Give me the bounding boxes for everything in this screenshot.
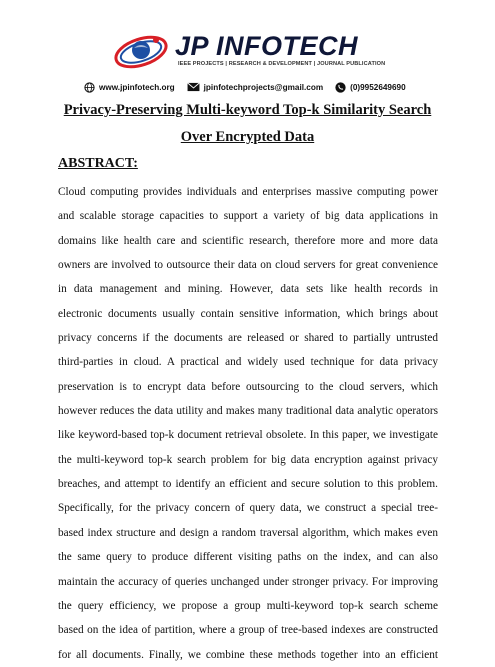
phone-icon <box>335 82 346 93</box>
abstract-line: the query efficiency, we propose a group multi-keyword top-k search scheme <box>58 599 438 612</box>
website-contact <box>84 82 175 93</box>
abstract-line: the same query to produce different visiting paths on the index, and can also <box>58 551 438 564</box>
globe-icon <box>84 82 95 93</box>
envelope-icon <box>187 82 200 92</box>
abstract-line: Cloud computing provides individuals and enterprises massive computing power <box>58 186 438 198</box>
abstract-line: like keyword-based top-k document retrieval obsolete. In this paper, we investigate <box>58 429 438 442</box>
phone-number[interactable]: (0)9952649690 <box>350 82 406 92</box>
abstract-line: and scalable storage capacities to support a variety of big data applications in <box>58 210 438 223</box>
jp-infotech-logo-icon <box>112 28 170 72</box>
abstract-body <box>58 180 438 667</box>
brand-tagline: IEEE PROJECTS | RESEARCH & DEVELOPMENT | JOURNAL PUBLICATION <box>178 61 386 67</box>
abstract-line: preservation is to encrypt data before outsourcing to the cloud servers, which <box>58 380 438 393</box>
abstract-line: maintain the accuracy of queries unchanged under stronger privacy. For improving <box>58 575 438 588</box>
abstract-line: in data management and mining. However, data sets like health records in <box>58 283 438 296</box>
abstract-line: privacy concerns if the documents are released or shared to partially untrusted <box>58 332 438 345</box>
abstract-line: for all documents. Finally, we combine these methods together into an efficient <box>58 648 438 661</box>
brand-name: JP INFOTECH <box>175 31 359 61</box>
abstract-line: domains like health care and scientific research, therefore more and more data <box>58 234 438 247</box>
contact-row <box>84 80 406 94</box>
abstract-line: owners are involved to outsource their data on cloud servers for great convenience <box>58 259 438 272</box>
website-link[interactable]: www.jpinfotech.org <box>99 82 175 92</box>
paper-title-line-2: Over Encrypted Data <box>180 129 315 145</box>
section-heading: ABSTRACT: <box>58 156 138 171</box>
email-link[interactable]: jpinfotechprojects@gmail.com <box>203 82 324 92</box>
abstract-line: electronic documents usually contain sensitive information, which brings about <box>58 307 438 320</box>
abstract-line: however reduces the data utility and makes many traditional data analytic operators <box>58 405 438 418</box>
abstract-line: third-parties in cloud. A practical and widely used technique for data privacy <box>58 356 438 369</box>
abstract-line: based on the idea of partition, where a group of tree-based indexes are constructed <box>58 624 438 637</box>
abstract-line: Specifically, for the privacy concern of query data, we construct a special tree- <box>58 502 438 515</box>
paper-title-line-1: Privacy-Preserving Multi-keyword Top-k Similarity Search <box>63 102 432 118</box>
abstract-line: based index structure and design a random traversal algorithm, which makes even <box>58 526 438 539</box>
abstract-line: breaches, and attempt to identify an efficient and secure solution to this problem. <box>58 478 438 491</box>
email-contact <box>187 82 323 92</box>
phone-contact <box>335 82 406 93</box>
letterhead <box>0 0 495 96</box>
abstract-line: the multi-keyword top-k search problem for big data encryption against privacy <box>58 453 438 466</box>
